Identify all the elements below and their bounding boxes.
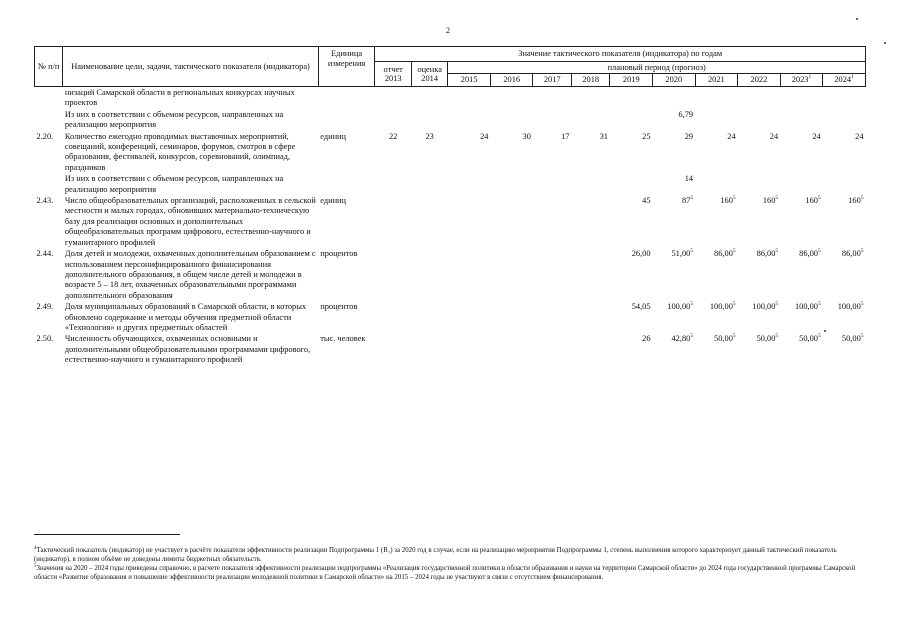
value-text: 24 xyxy=(855,131,864,141)
header-year xyxy=(738,74,781,87)
header-year xyxy=(490,74,533,87)
footnotes xyxy=(34,546,866,582)
value-cell xyxy=(823,131,866,174)
value-cell xyxy=(533,195,572,248)
table-row xyxy=(35,87,866,109)
row-number xyxy=(35,109,63,131)
value-cell xyxy=(610,131,653,174)
table-row xyxy=(35,333,866,365)
value-cell xyxy=(571,131,610,174)
value-cell xyxy=(823,109,866,131)
table-header xyxy=(35,47,866,87)
value-cell xyxy=(490,195,533,248)
footnote-mark: 5 xyxy=(690,301,694,308)
value-text: 42,80 xyxy=(671,334,691,344)
value-cell xyxy=(571,109,610,131)
value-text: 24 xyxy=(769,131,779,141)
indicator-name: Количество ежегодно проводимых выставочных мероприятий, совещаний, конференций, семинаров, форумов, смотров в сфере образования, фестивалей, конкурсов, соревнований, олимпиад, праздников xyxy=(64,131,296,172)
value-cell xyxy=(411,248,447,301)
footnote xyxy=(34,564,866,582)
value-cell xyxy=(738,87,781,109)
value-cell xyxy=(448,195,491,248)
value-cell xyxy=(780,195,823,248)
value-text: 14 xyxy=(684,174,694,184)
header-year-label: 2019 xyxy=(622,75,640,85)
value-cell xyxy=(695,248,738,301)
value-cell xyxy=(411,173,447,195)
footnote-mark: 1 xyxy=(851,74,854,81)
footnote-text: Значения на 2020 – 2024 годы приведены справочно, в расчете показателя эффективности реализации подпрограммы «Реализация государственной политики в области образования и науки на территории Самарской области» до 2024 года государственной программы Самарской области «Развитие образования и повышение эффективности реализации молодежной политики в Самарской области» на 2015 – 2024 годы не участвуют в связи с отсутствием финансирования. xyxy=(34,565,856,581)
value-cell xyxy=(738,301,781,333)
indicators-table xyxy=(34,46,866,366)
indicator-name: Число общеобразовательных организаций, расположенных в сельской местности и малых городах, обновивших материально-техническую базу для реализации основных и дополнительных общеобразовательных программ цифрового, естественно-научного и гуманитарного профилей xyxy=(64,196,316,247)
value-cell xyxy=(448,109,491,131)
value-text: 86,00 xyxy=(756,249,776,259)
value-cell xyxy=(533,248,572,301)
header-year-label: 2016 xyxy=(503,75,521,85)
indicator-name: низаций Самарской области в региональных конкурсах научных проектов xyxy=(64,88,295,108)
value-cell xyxy=(695,333,738,365)
footnote-text: Тактический показатель (индикатор) не участвует в расчёте показателя эффективности реализации Подпрограммы 1 (R₁) за 2020 год в случае, если на реализацию мероприятия Подпрограммы 1, степень выполнения которого характеризует данный тактический показатель (индикатор), в полном объёме не доведены лимиты бюджетных обязательств. xyxy=(34,547,837,563)
value-cell xyxy=(695,173,738,195)
footnote-mark: 5 xyxy=(690,333,694,340)
value-cell xyxy=(448,173,491,195)
indicator-name: Доля муниципальных образований в Самарской области, в которых обновлено содержание и методы обучения предметной области «Технология» и других предметных областей xyxy=(64,302,307,332)
footnote-mark: 5 xyxy=(690,195,694,202)
header-year-label: 2022 xyxy=(750,75,768,85)
value-cell xyxy=(653,87,696,109)
footnote-mark: 5 xyxy=(860,195,864,202)
value-text: 86,00 xyxy=(799,249,818,259)
value-text: 100,00 xyxy=(794,302,818,312)
value-text: 22 xyxy=(389,131,398,141)
table-row xyxy=(35,195,866,248)
value-cell xyxy=(653,301,696,333)
value-cell xyxy=(695,195,738,248)
header-year-label: 2018 xyxy=(582,75,600,85)
value-text: 160 xyxy=(848,196,861,206)
value-cell xyxy=(780,109,823,131)
header-year-label: 2015 xyxy=(460,75,478,85)
footnote-mark: 5 xyxy=(775,195,779,202)
value-cell xyxy=(610,87,653,109)
row-number: 2.44. xyxy=(36,249,54,259)
value-cell xyxy=(610,173,653,195)
value-cell xyxy=(610,301,653,333)
value-cell xyxy=(533,109,572,131)
value-cell xyxy=(695,301,738,333)
value-cell xyxy=(448,248,491,301)
value-text: 100,00 xyxy=(752,302,776,312)
value-text: 50,00 xyxy=(841,334,861,344)
value-cell xyxy=(411,301,447,333)
value-cell xyxy=(780,131,823,174)
value-text: 100,00 xyxy=(837,302,861,312)
value-cell xyxy=(533,333,572,365)
value-cell xyxy=(738,109,781,131)
value-cell xyxy=(780,333,823,365)
value-cell xyxy=(490,333,533,365)
value-text: 100,00 xyxy=(709,302,733,312)
value-text: 45 xyxy=(642,196,651,206)
value-cell xyxy=(490,131,533,174)
header-estimate-year: 2014 xyxy=(421,74,439,83)
footnote-separator xyxy=(34,534,180,535)
value-cell xyxy=(571,87,610,109)
row-number: 2.49. xyxy=(36,302,54,312)
unit-of-measure: процентов xyxy=(320,249,358,259)
value-cell xyxy=(571,333,610,365)
footnote-mark: 5 xyxy=(860,333,864,340)
value-text: 24 xyxy=(480,131,489,141)
value-text: 26 xyxy=(642,334,651,344)
value-cell xyxy=(411,195,447,248)
value-cell xyxy=(738,131,781,174)
value-cell xyxy=(490,248,533,301)
indicator-name: Численность обучающихся, охваченных основными и дополнительными общеобразовательными программами цифрового, естественно-научного и гуманитарного профилей xyxy=(64,334,311,365)
header-estimate xyxy=(411,62,447,87)
header-values: Значение тактического показателя (индикатора) по годам xyxy=(375,47,866,62)
value-cell xyxy=(653,333,696,365)
value-cell xyxy=(375,195,411,248)
value-cell xyxy=(823,173,866,195)
value-text: 24 xyxy=(727,131,736,141)
value-cell xyxy=(411,131,447,174)
value-cell xyxy=(490,301,533,333)
unit-of-measure: процентов xyxy=(320,302,358,312)
footnote-mark: 5 xyxy=(690,248,694,255)
header-year xyxy=(571,74,610,87)
value-text: 87 xyxy=(681,196,691,206)
value-text: 54,05 xyxy=(631,302,651,312)
value-cell xyxy=(823,301,866,333)
footnote-mark: 5 xyxy=(775,301,779,308)
header-report-year: 2013 xyxy=(384,74,402,83)
value-cell xyxy=(448,333,491,365)
value-text: 25 xyxy=(642,131,651,141)
footnote-mark: 5 xyxy=(817,333,821,340)
value-cell xyxy=(610,248,653,301)
header-year xyxy=(823,74,866,87)
unit-of-measure: тыс. человек xyxy=(320,334,366,344)
value-cell xyxy=(610,333,653,365)
footnote-mark: 5 xyxy=(775,333,779,340)
row-number xyxy=(35,173,63,195)
table-row xyxy=(35,248,866,301)
value-cell xyxy=(571,301,610,333)
value-cell xyxy=(448,131,491,174)
value-cell xyxy=(490,87,533,109)
footnote-mark: 5 xyxy=(817,195,821,202)
value-cell xyxy=(411,109,447,131)
footnote-mark: 4 xyxy=(34,546,37,551)
value-text: 51,00 xyxy=(671,249,691,259)
value-cell xyxy=(411,87,447,109)
table-body xyxy=(35,87,866,366)
value-cell xyxy=(738,248,781,301)
value-cell xyxy=(823,195,866,248)
page-number: 2 xyxy=(446,26,450,35)
value-text: 50,00 xyxy=(714,334,733,344)
indicator-name: Доля детей и молодежи, охваченных дополнительным образованием с использованием персонифицированного финансирования дополнительного образования, в общем числе детей и молодежи в возрасте 5 – 18 лет, охваченных образовательными программами дополнительного образования xyxy=(64,249,316,300)
value-text: 24 xyxy=(812,131,821,141)
value-cell xyxy=(695,109,738,131)
header-num: № п/п xyxy=(35,47,63,87)
footnote-mark: 5 xyxy=(732,301,736,308)
value-cell xyxy=(375,301,411,333)
value-cell xyxy=(823,333,866,365)
footnote-mark: 5 xyxy=(817,248,821,255)
value-cell xyxy=(571,173,610,195)
value-cell xyxy=(490,109,533,131)
value-cell xyxy=(653,131,696,174)
indicator-name: Из них в соответствии с объемом ресурсов, направленных на реализацию мероприятия xyxy=(64,174,284,194)
indicator-name: Из них в соответствии с объемом ресурсов, направленных на реализацию мероприятия xyxy=(64,109,284,130)
unit-of-measure: единиц xyxy=(320,196,347,206)
value-cell xyxy=(375,333,411,365)
footnote xyxy=(34,546,866,564)
scan-dot xyxy=(884,42,886,44)
value-cell xyxy=(375,87,411,109)
header-unit: Единица измерения xyxy=(318,47,375,87)
value-cell xyxy=(533,87,572,109)
unit-of-measure xyxy=(318,173,375,195)
header-plan-period: плановый период (прогноз) xyxy=(448,62,866,74)
value-cell xyxy=(780,173,823,195)
footnote-mark: 1 xyxy=(808,74,812,81)
header-year-label: 2024 xyxy=(834,75,852,85)
table-row xyxy=(35,109,866,131)
value-cell xyxy=(695,87,738,109)
value-text: 86,00 xyxy=(841,249,861,259)
footnote-mark: 5 xyxy=(817,301,821,308)
table-row xyxy=(35,173,866,195)
header-year xyxy=(610,74,653,87)
unit-of-measure xyxy=(318,109,375,131)
header-report xyxy=(375,62,411,87)
value-cell xyxy=(533,301,572,333)
value-cell xyxy=(375,131,411,174)
value-cell xyxy=(653,173,696,195)
value-cell xyxy=(610,195,653,248)
header-report-label: отчет xyxy=(383,64,403,74)
value-text: 23 xyxy=(425,131,434,141)
value-cell xyxy=(695,131,738,174)
value-cell xyxy=(610,109,653,131)
table-row xyxy=(35,131,866,174)
value-text: 100,00 xyxy=(667,302,691,312)
footnote-mark: 5 xyxy=(732,195,736,202)
value-text: 29 xyxy=(684,131,694,141)
value-cell xyxy=(448,87,491,109)
value-text: 17 xyxy=(561,131,570,141)
value-cell xyxy=(375,248,411,301)
value-text: 6,79 xyxy=(678,109,694,119)
table-row xyxy=(35,301,866,333)
value-text: 31 xyxy=(599,131,608,141)
value-cell xyxy=(411,333,447,365)
footnote-mark: 5 xyxy=(775,248,779,255)
value-text: 160 xyxy=(720,196,733,206)
unit-of-measure: единиц xyxy=(320,131,347,141)
header-year xyxy=(695,74,738,87)
value-cell xyxy=(490,173,533,195)
value-cell xyxy=(823,87,866,109)
header-year xyxy=(533,74,572,87)
value-text: 50,00 xyxy=(799,334,818,344)
header-year xyxy=(780,74,823,87)
value-cell xyxy=(780,87,823,109)
header-year-label: 2021 xyxy=(707,75,725,85)
value-text: 160 xyxy=(805,196,818,206)
value-cell xyxy=(533,131,572,174)
value-cell xyxy=(571,248,610,301)
footnote-mark: 5 xyxy=(34,564,37,569)
row-number: 2.20. xyxy=(36,131,54,141)
value-cell xyxy=(533,173,572,195)
value-cell xyxy=(571,195,610,248)
value-cell xyxy=(738,195,781,248)
value-cell xyxy=(738,333,781,365)
value-cell xyxy=(653,109,696,131)
value-cell xyxy=(653,248,696,301)
header-year-label: 2017 xyxy=(543,75,561,85)
header-estimate-label: оценка xyxy=(417,64,442,74)
header-year-label: 2020 xyxy=(665,75,683,85)
value-cell xyxy=(375,109,411,131)
header-year xyxy=(653,74,696,87)
row-number: 2.43. xyxy=(36,196,54,206)
value-text: 50,00 xyxy=(756,334,776,344)
unit-of-measure xyxy=(318,87,375,109)
header-year xyxy=(448,74,491,87)
footnote-mark: 5 xyxy=(860,248,864,255)
value-text: 30 xyxy=(522,131,531,141)
value-cell xyxy=(823,248,866,301)
header-name: Наименование цели, задачи, тактического показателя (индикатора) xyxy=(63,47,318,87)
footnote-mark: 5 xyxy=(732,248,736,255)
value-cell xyxy=(653,195,696,248)
value-text: 26,00 xyxy=(631,249,651,259)
value-cell xyxy=(375,173,411,195)
value-cell xyxy=(448,301,491,333)
header-year-label: 2023 xyxy=(791,75,809,85)
value-cell xyxy=(780,301,823,333)
value-cell xyxy=(738,173,781,195)
footnote-mark: 5 xyxy=(860,301,864,308)
scan-dot xyxy=(856,18,858,20)
value-cell xyxy=(780,248,823,301)
row-number: 2.50. xyxy=(36,334,54,344)
value-text: 160 xyxy=(762,196,776,206)
footnote-mark: 5 xyxy=(732,333,736,340)
row-number xyxy=(35,87,63,109)
value-text: 86,00 xyxy=(714,249,733,259)
